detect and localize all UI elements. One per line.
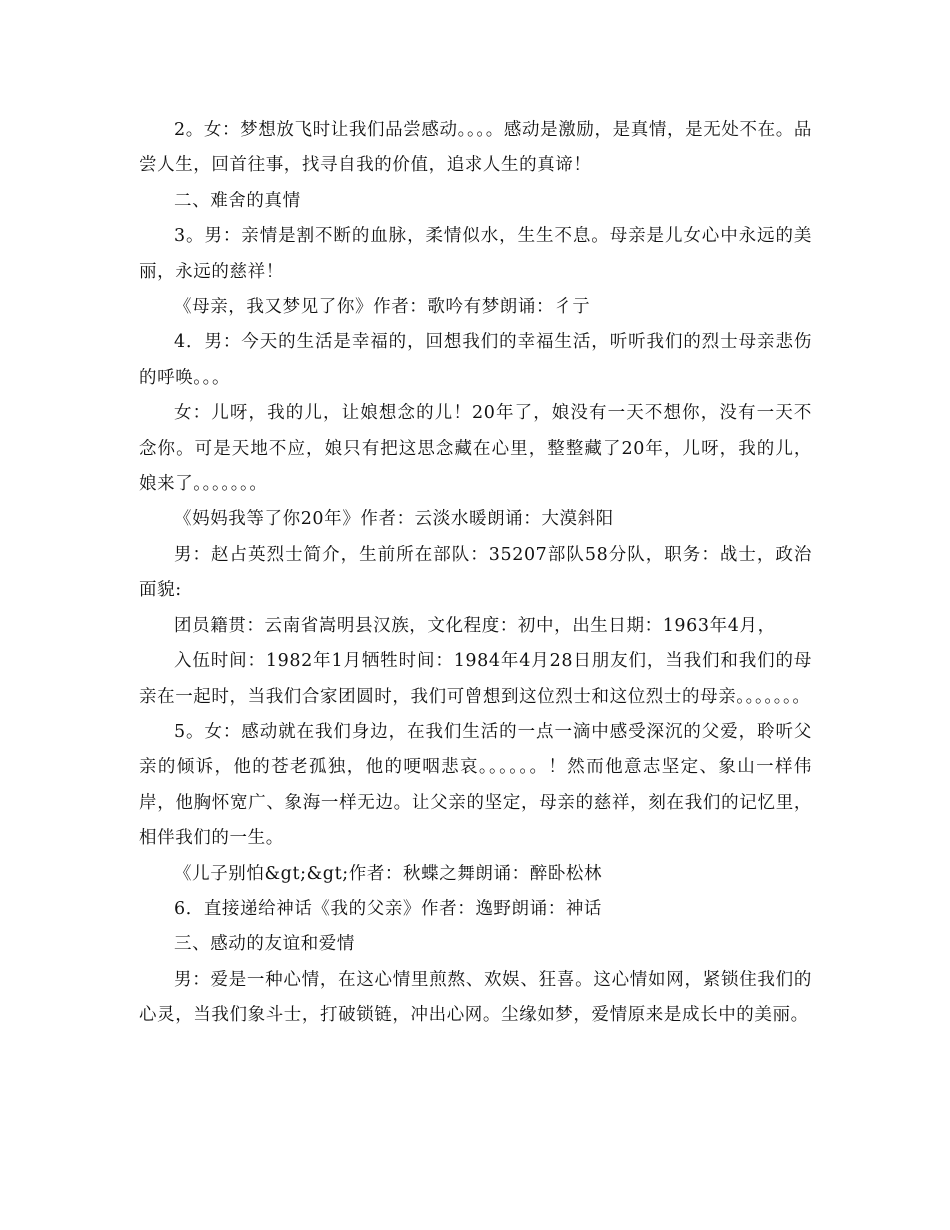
section-heading-2: 二、难舍的真情	[174, 190, 301, 211]
paragraph-4: 4．男：今天的生活是幸福的，回想我们的幸福生活，听听我们的烈士母亲悲伤的呼唤。。。	[139, 332, 812, 388]
paragraph-1: 2。女：梦想放飞时让我们品尝感动。。。。感动是激励，是真情，是无处不在。品尝人生，回首往事，找寻自我的价值，追求人生的真谛！	[139, 120, 812, 176]
martyr-details: 团员籍贯：云南省嵩明县汉族，文化程度：初中，出生日期：1963年4月，	[174, 615, 776, 636]
martyr-dates: 入伍时间：1982年1月牺牲时间：1984年4月28日朋友们，当我们和我们的母亲在一起时，当我们合家团圆时，我们可曾想到这位烈士和这位烈士的母亲。。。。。。。	[139, 651, 812, 707]
paragraph-6: 6．直接递给神话《我的父亲》作者：逸野朗诵：神话	[174, 898, 603, 919]
section-heading-3: 三、感动的友谊和爱情	[174, 934, 355, 955]
poem-credit-1: 《母亲，我又梦见了你》作者：歌吟有梦朗诵：彳亍	[174, 297, 591, 318]
poem-credit-3: 《儿子别怕&gt;&gt;作者：秋蝶之舞朗诵：醉卧松林	[174, 863, 603, 884]
paragraph-love: 男：爱是一种心情，在这心情里煎熬、欢娱、狂喜。这心情如网，紧锁住我们的心灵，当我们象斗士，打破锁链，冲出心网。尘缘如梦，爱情原来是成长中的美丽。	[139, 969, 812, 1026]
document-body	[139, 113, 812, 1034]
paragraph-mother-voice: 女：儿呀，我的儿，让娘想念的儿！20年了，娘没有一天不想你，没有一天不念你。可是天地不应，娘只有把这思念藏在心里，整整藏了20年，儿呀，我的儿，娘来了。。。。。。。	[139, 403, 812, 495]
martyr-intro: 男：赵占英烈士简介，生前所在部队：35207部队58分队，职务：战士，政治面貌:	[139, 544, 812, 601]
paragraph-3: 3。男：亲情是割不断的血脉，柔情似水，生生不息。母亲是儿女心中永远的美丽，永远的慈祥！	[139, 226, 812, 282]
poem-credit-2: 《妈妈我等了你20年》作者：云淡水暖朗诵：大漠斜阳	[174, 509, 614, 530]
paragraph-5: 5。女：感动就在我们身边，在我们生活的一点一滴中感受深沉的父爱，聆听父亲的倾诉，他的苍老孤独，他的哽咽悲哀。。。。。。！然而他意志坚定、象山一样伟岸，他胸怀宽广、象海一样无边。让父亲的坚定，母亲的慈祥，刻在我们的记忆里，相伴我们的一生。	[139, 721, 812, 849]
